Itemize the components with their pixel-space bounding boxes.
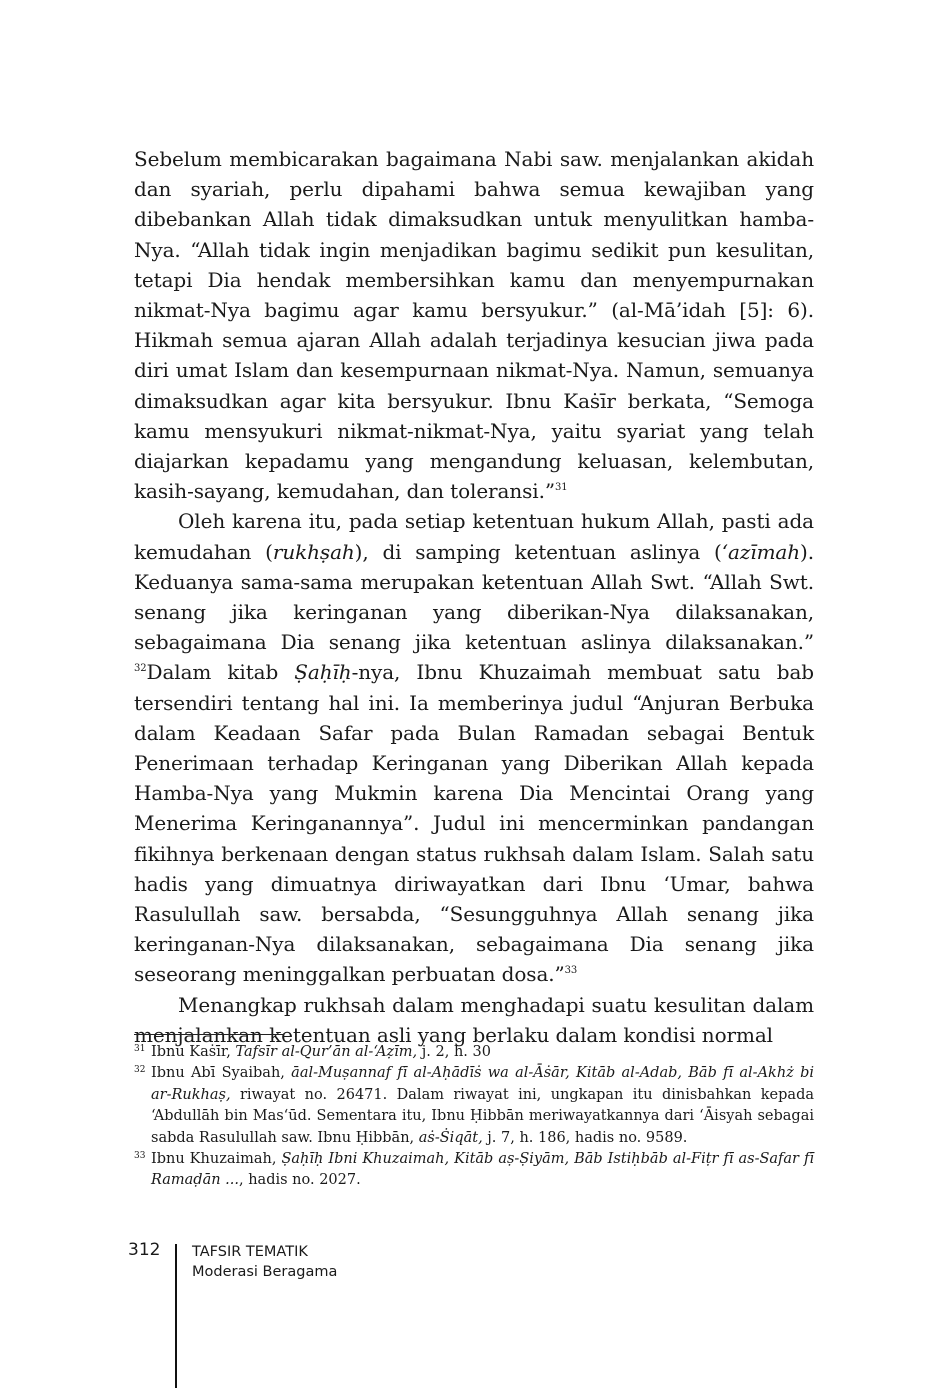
text-run: Ibnu Abī Syaibah, [151, 1065, 292, 1082]
footnote-text [151, 1063, 814, 1149]
footnote-ref: 31 [554, 482, 568, 494]
text-run: Ibnu Khuzaimah, [151, 1151, 282, 1168]
text-run: j. 7, h. 186, hadis no. 9589. [482, 1129, 688, 1146]
text-run: Oleh karena itu, pada setiap ketentuan hukum Allah, pasti ada kemudahan ( [134, 509, 814, 564]
italic-term: āal-Muṣannaf fī al-Aḥādīṡ wa al-Āṡār, Kitāb al-Adab, Bāb fī al-Akhż bi ar-Rukhaṣ, [151, 1065, 814, 1103]
italic-term: ‘azīmah [721, 539, 801, 564]
footnote-ref: 32 [134, 663, 147, 675]
text-run: Menangkap rukhsah dalam menghadapi suatu kesulitan dalam menjalankan ketentuan asli yang berlaku dalam kondisi normal [134, 992, 814, 1047]
footnote-item [134, 1042, 814, 1063]
italic-term: rukhṣah [272, 539, 355, 564]
text-run: , hadis no. 2027. [239, 1172, 361, 1189]
footer-divider [175, 1244, 177, 1388]
text-run: Sebelum membicarakan bagaimana Nabi saw. menjalankan akidah dan syariah, perlu dipahami bahwa semua kewajiban yang dibebankan Allah tidak dimaksudkan untuk menyulitkan hamba-Nya. “Allah tidak ingin menjadikan bagimu sedikit pun kesulitan, tetapi Dia hendak membersihkan kamu dan menyempurnakan nikmat-Nya bagimu agar kamu bersyukur.” (al-Mā’idah [5]: 6). Hikmah semua ajaran Allah adalah terjadinya kesucian jiwa pada diri umat Islam dan kesempurnaan nikmat-Nya. Namun, semuanya dimaksudkan agar kita bersyukur. Ibnu Kaṡīr berkata, “Semoga kamu mensyukuri nikmat-nikmat-Nya, yaitu syariat yang telah diajarkan kepadamu yang mengandung keluasan, kelembutan, kasih-sayang, kemudahan, dan toleransi.” [134, 147, 814, 504]
text-run: riwayat no. 26471. Dalam riwayat ini, ungkapan itu dinisbahkan kepada ‘Abdullāh bin Mas‘ūd. Sementara itu, Ibnu Ḥibbān meriwayatkannya dari ‘Āisyah sebagai sabda Rasulullah saw. Ibnu Ḥibbān, [151, 1086, 814, 1146]
book-title: TAFSIR TEMATIK [192, 1244, 308, 1260]
text-run: j. 2, h. 30 [417, 1044, 491, 1060]
footnote-ref: 33 [564, 965, 578, 977]
footnote-number: 33 [134, 1151, 146, 1162]
italic-term: aṡ-Ṡiqāt, [418, 1129, 483, 1146]
footnote-item [134, 1063, 814, 1149]
text-run: ). Keduanya sama-sama merupakan ketentuan Allah Swt. “Allah Swt. senang jika keringanan yang diberikan-Nya dilaksanakan, sebagaimana Dia senang jika ketentuan aslinya dilaksanakan.” [134, 539, 815, 655]
running-footer [192, 1242, 337, 1282]
footnote-number: 31 [134, 1044, 146, 1054]
paragraph [134, 144, 814, 506]
footnotes [134, 1042, 814, 1192]
text-run: ), di samping ketentuan aslinya ( [354, 539, 722, 564]
italic-term: Tafsīr al-Qur’ān al-‘Aẓīm, [235, 1044, 418, 1060]
footnote-item [134, 1149, 814, 1192]
footnote-rule [134, 1034, 284, 1035]
book-subtitle: Moderasi Beragama [192, 1264, 338, 1280]
italic-term: Ṣaḥīḥ Ibni Khuzaimah, Kitāb aṣ-Ṣiyām, Bāb Istiḥbāb al-Fiṭr fī as-Safar fī Ramaḍān ... [151, 1151, 814, 1189]
footnote-text [151, 1042, 814, 1063]
body-text [134, 144, 814, 1050]
footnote-number: 32 [134, 1065, 146, 1076]
text-run: Dalam kitab [146, 660, 295, 685]
paragraph [134, 506, 814, 989]
text-run: -nya, Ibnu Khuzaimah membuat satu bab tersendiri tentang hal ini. Ia memberinya judul “Anjuran Berbuka dalam Keadaan Safar pada Bulan Ramadan sebagai Bentuk Penerimaan terhadap Keringanan yang Diberikan Allah kepada Hamba-Nya yang Mukmin karena Dia Mencintai Orang yang Menerima Keringanannya”. Judul ini mencerminkan pandangan fikihnya berkenaan dengan status rukhsah dalam Islam. Salah satu hadis yang dimuatnya diriwayatkan dari Ibnu ‘Umar, bahwa Rasulullah saw. bersabda, “Sesungguhnya Allah senang jika keringanan-Nya dilaksanakan, sebagaimana Dia senang jika seseorang meninggalkan perbuatan dosa.” [134, 660, 814, 987]
page-number: 312 [128, 1240, 161, 1260]
italic-term: Ṣaḥīḥ [294, 660, 352, 685]
footnote-text [151, 1149, 814, 1192]
text-run: Ibnu Kaṡīr, [151, 1044, 236, 1060]
